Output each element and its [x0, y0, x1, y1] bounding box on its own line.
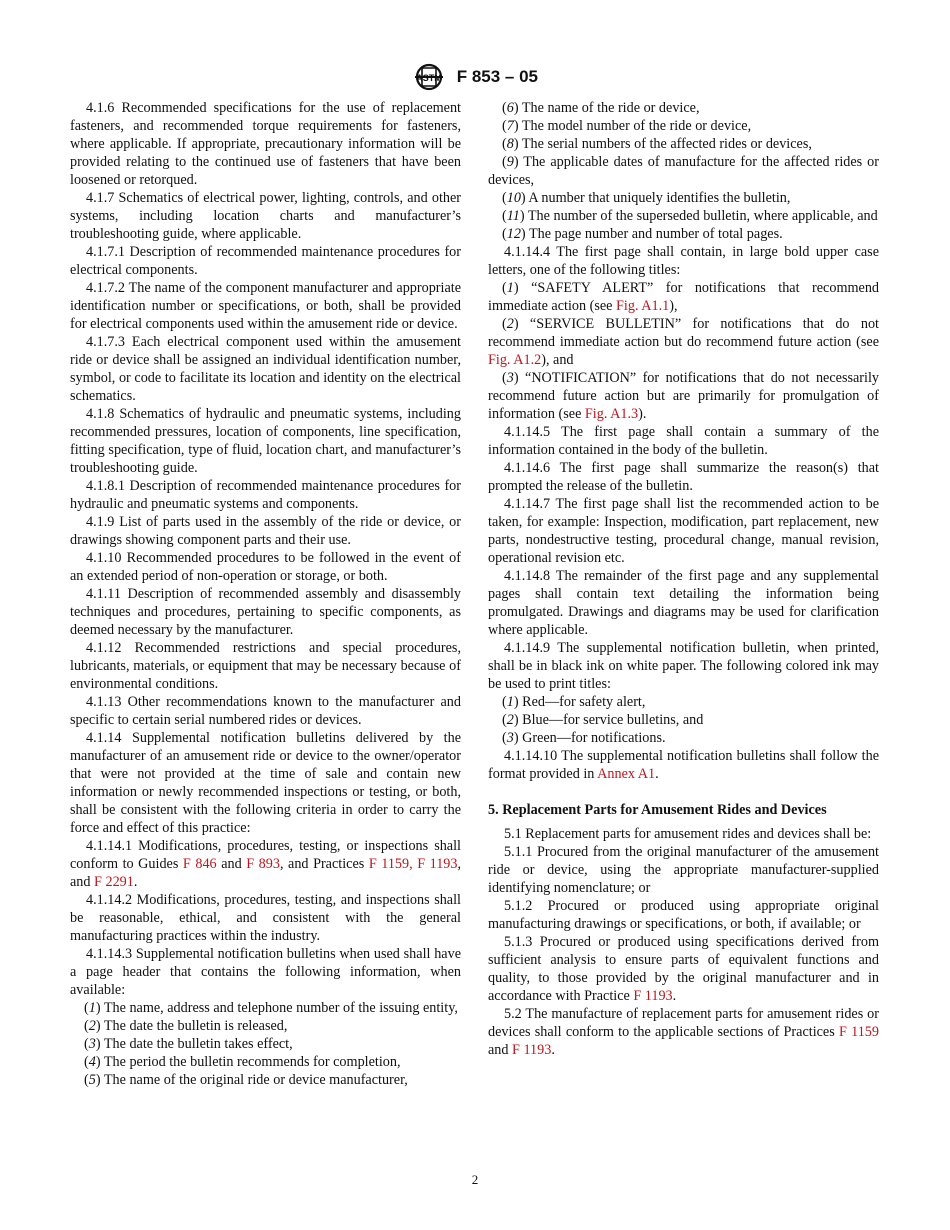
paragraph: 4.1.14.5 The first page shall contain a summary of the information contained in the body of the bulletin. — [488, 424, 879, 458]
paragraph: 4.1.8 Schematics of hydraulic and pneumatic systems, including recommended pressures, location of components, line specification, fitting specification, type of fluid, location chart, and manufacturer’s troubleshooting guide. — [70, 406, 461, 476]
paragraph: 4.1.11 Description of recommended assembly and disassembly techniques and procedures, pertaining to specific components, as deemed necessary by the manufacturer. — [70, 586, 461, 638]
list-item: (3) Green—for notifications. — [502, 730, 666, 746]
list-item: (1) Red—for safety alert, — [502, 694, 646, 710]
reference-link[interactable]: F 1159 — [368, 856, 410, 872]
list-item: (2) Blue—for service bulletins, and — [502, 712, 704, 728]
paragraph: 4.1.14.6 The first page shall summarize the reason(s) that prompted the release of the bulletin. — [488, 460, 879, 494]
paragraph: 4.1.14 Supplemental notification bulletins delivered by the manufacturer of an amusement ride or device to the owner/operator that were not provided at the time of sale and contain new information or newly recommended inspections or testing, or both, shall be consistent with the following criteria in order to carry the force and effect of this practice: — [70, 730, 461, 836]
paragraph: 4.1.14.10 The supplemental notification bulletins shall follow the format provided in Annex A1. — [488, 748, 879, 782]
paragraph: 4.1.14.9 The supplemental notification bulletin, when printed, shall be in black ink on white paper. The following colored ink may be used to print titles: — [488, 640, 879, 692]
paragraph: 5.1.2 Procured or produced using appropriate original manufacturing drawings or specifications, or both, if available; or — [488, 898, 879, 932]
list-item: (9) The applicable dates of manufacture for the affected rides or devices, — [488, 154, 880, 188]
figure-link[interactable]: Fig. A1.1 — [616, 298, 670, 314]
reference-link[interactable]: F 1193 — [417, 856, 458, 872]
figure-link[interactable]: Fig. A1.3 — [584, 406, 639, 422]
paragraph: 4.1.14.7 The first page shall list the recommended action to be taken, for example: Inspection, modification, part replacement, new parts, nondestructive testing, procedural change, manual revision, operational revision etc. — [488, 496, 879, 566]
document-designation: F 853 – 05 — [456, 67, 538, 86]
paragraph: 4.1.14.4 The first page shall contain, in large bold upper case letters, one of the following titles: — [488, 244, 879, 278]
paragraph: 4.1.8.1 Description of recommended maintenance procedures for hydraulic and pneumatic systems and components. — [70, 478, 461, 512]
annex-link[interactable]: Annex A1 — [597, 766, 656, 782]
list-item: (3) The date the bulletin takes effect, — [84, 1036, 293, 1052]
paragraph: 5.1.3 Procured or produced using specifications derived from sufficient analysis to ensure parts of equivalent functions and quality, to those provided by the original manufacturer and in accordance with Practice F 1193. — [488, 934, 879, 1004]
paragraph: 5.1.1 Procured from the original manufacturer of the amusement ride or device, using the appropriate manufacturer-supplied identifying nomenclature; or — [488, 844, 879, 896]
paragraph: 4.1.7.2 The name of the component manufacturer and appropriate identification number or specifications, or both, shall be provided for electrical components used within the amusement ride or device. — [70, 280, 461, 332]
paragraph: 4.1.7 Schematics of electrical power, lighting, controls, and other systems, including location charts and manufacturer’s troubleshooting guide, where applicable. — [70, 190, 461, 242]
list-item: (2) The date the bulletin is released, — [84, 1018, 288, 1034]
astm-logo-icon — [412, 62, 446, 92]
list-item: (8) The serial numbers of the affected rides or devices, — [502, 136, 812, 152]
list-item: (10) A number that uniquely identifies the bulletin, — [502, 190, 791, 206]
svg-text:ASTM: ASTM — [416, 73, 442, 83]
paragraph: 4.1.14.2 Modifications, procedures, testing, and inspections shall be reasonable, ethical, and consistent with the general manufacturing practices within the industry. — [70, 892, 461, 944]
paragraph: 5.1 Replacement parts for amusement rides and devices shall be: — [504, 826, 872, 842]
paragraph: 5.2 The manufacture of replacement parts for amusement rides or devices shall conform to the applicable sections of Practices F 1159 and F 1193. — [488, 1006, 879, 1058]
paragraph: 4.1.14.1 Modifications, procedures, testing, or inspections shall conform to Guides F 846 and F 893, and Practices F 1159, F 1193, and F 2291. — [70, 838, 462, 890]
figure-link[interactable]: Fig. A1.2 — [488, 352, 542, 368]
page-number: 2 — [471, 1172, 479, 1187]
list-item: (11) The number of the superseded bulletin, where applicable, and — [502, 208, 878, 224]
paragraph: 4.1.7.1 Description of recommended maintenance procedures for electrical components. — [70, 244, 461, 278]
reference-link[interactable]: F 1159 — [839, 1024, 879, 1040]
list-item: (7) The model number of the ride or device, — [502, 118, 752, 134]
paragraph: 4.1.10 Recommended procedures to be followed in the event of an extended period of non-operation or storage, or both. — [70, 550, 461, 584]
list-item: (3) “NOTIFICATION” for notifications that do not necessarily recommend future action but are primarily for promulgation of information (see Fig. A1.3). — [488, 370, 879, 422]
right-column — [488, 99, 879, 1059]
list-item: (4) The period the bulletin recommends for completion, — [84, 1054, 401, 1070]
list-item: (5) The name of the original ride or device manufacturer, — [84, 1072, 408, 1088]
paragraph: 4.1.6 Recommended specifications for the use of replacement fasteners, and recommended torque requirements for fasteners, where applicable. If appropriate, precautionary information will be provided relating to the continued use of fasteners that have been loosened or retorqued. — [70, 100, 461, 188]
list-item: (6) The name of the ride or device, — [502, 100, 700, 116]
paragraph: 4.1.7.3 Each electrical component used within the amusement ride or device shall be assigned an individual identification number, symbol, or code to facilitate its location and identity on the electrical schematics. — [70, 334, 461, 404]
list-item: (1) “SAFETY ALERT” for notifications that recommend immediate action (see Fig. A1.1), — [488, 280, 880, 314]
list-item: (2) “SERVICE BULLETIN” for notifications that do not recommend immediate action but do recommend future action (see Fig. A1.2), and — [488, 316, 879, 368]
paragraph: 4.1.12 Recommended restrictions and special procedures, lubricants, materials, or equipment that may be necessary because of environmental conditions. — [70, 640, 461, 692]
paragraph: 4.1.14.8 The remainder of the first page and any supplemental pages shall contain text detailing the information being promulgated. Drawings and diagrams may be used for clarification where applicable. — [488, 568, 879, 638]
reference-link[interactable]: F 1193 — [512, 1042, 552, 1058]
paragraph: 4.1.14.3 Supplemental notification bulletins when used shall have a page header that contains the following information, when available: — [70, 946, 461, 998]
list-item: (12) The page number and number of total pages. — [502, 226, 783, 242]
reference-link[interactable]: F 846 — [182, 856, 217, 872]
left-column — [70, 99, 461, 1089]
paragraph: 4.1.13 Other recommendations known to the manufacturer and specific to certain serial numbered rides or devices. — [70, 694, 461, 728]
page-header — [0, 62, 950, 92]
list-item: (1) The name, address and telephone number of the issuing entity, — [84, 1000, 458, 1016]
paragraph: 4.1.9 List of parts used in the assembly of the ride or device, or drawings showing component parts and their use. — [70, 514, 461, 548]
section-heading: 5. Replacement Parts for Amusement Rides and Devices — [488, 802, 827, 818]
reference-link[interactable]: F 893 — [246, 856, 280, 872]
reference-link[interactable]: F 1193 — [633, 988, 673, 1004]
reference-link[interactable]: F 2291 — [94, 874, 134, 890]
